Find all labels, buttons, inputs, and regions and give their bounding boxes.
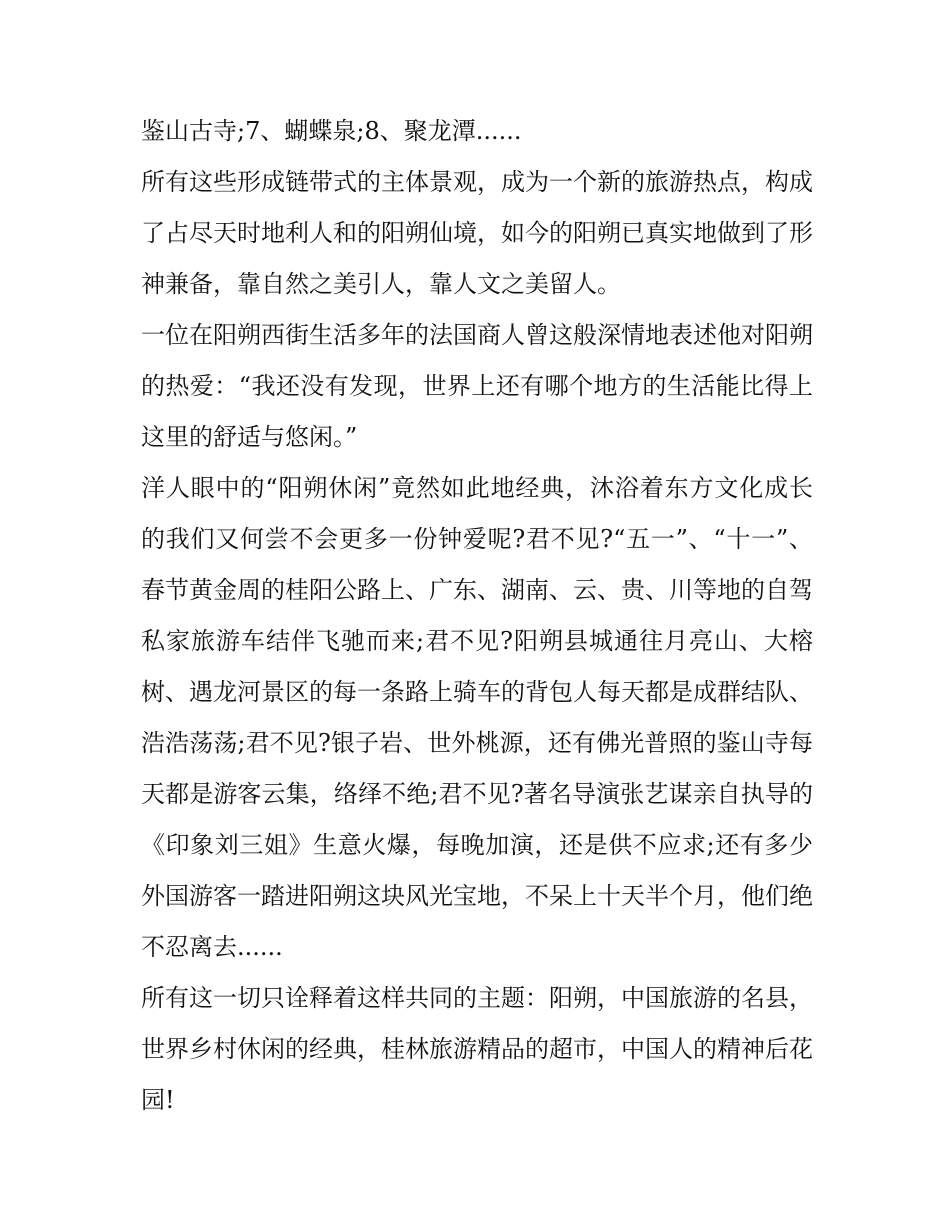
document-body — [141, 106, 813, 1126]
paragraph: 所有这些形成链带式的主体景观，成为一个新的旅游热点，构成了占尽天时地利人和的阳朔仙境，如今的阳朔已真实地做到了形神兼备，靠自然之美引人，靠人文之美留人。 — [141, 168, 813, 298]
paragraph: 所有这一切只诠释着这样共同的主题：阳朔，中国旅游的名县，世界乡村休闲的经典，桂林旅游精品的超市，中国人的精神后花园! — [141, 984, 813, 1114]
paragraph: 一位在阳朔西街生活多年的法国商人曾这般深情地表述他对阳朔的热爱：“我还没有发现，世界上还有哪个地方的生活能比得上这里的舒适与悠闲。” — [141, 321, 813, 451]
paragraph: 鉴山古寺;7、蝴蝶泉;8、聚龙潭...... — [141, 117, 522, 145]
paragraph: 洋人眼中的“阳朔休闲”竟然如此地经典，沐浴着东方文化成长的我们又何尝不会更多一份钟爱呢?君不见?“五一”、“十一”、春节黄金周的桂阳公路上、广东、湖南、云、贵、川等地的自驾私家旅游车结伴飞驰而来;君不见?阳朔县城通往月亮山、大榕树、遇龙河景区的每一条路上骑车的背包人每天都是成群结队、浩浩荡荡;君不见?银子岩、世外桃源，还有佛光普照的鉴山寺每天都是游客云集，络绎不绝;君不见?著名导演张艺谋亲自执导的《印象刘三姐》生意火爆，每晚加演，还是供不应求;还有多少外国游客一踏进阳朔这块风光宝地，不呆上十天半个月，他们绝不忍离去...... — [141, 474, 813, 961]
